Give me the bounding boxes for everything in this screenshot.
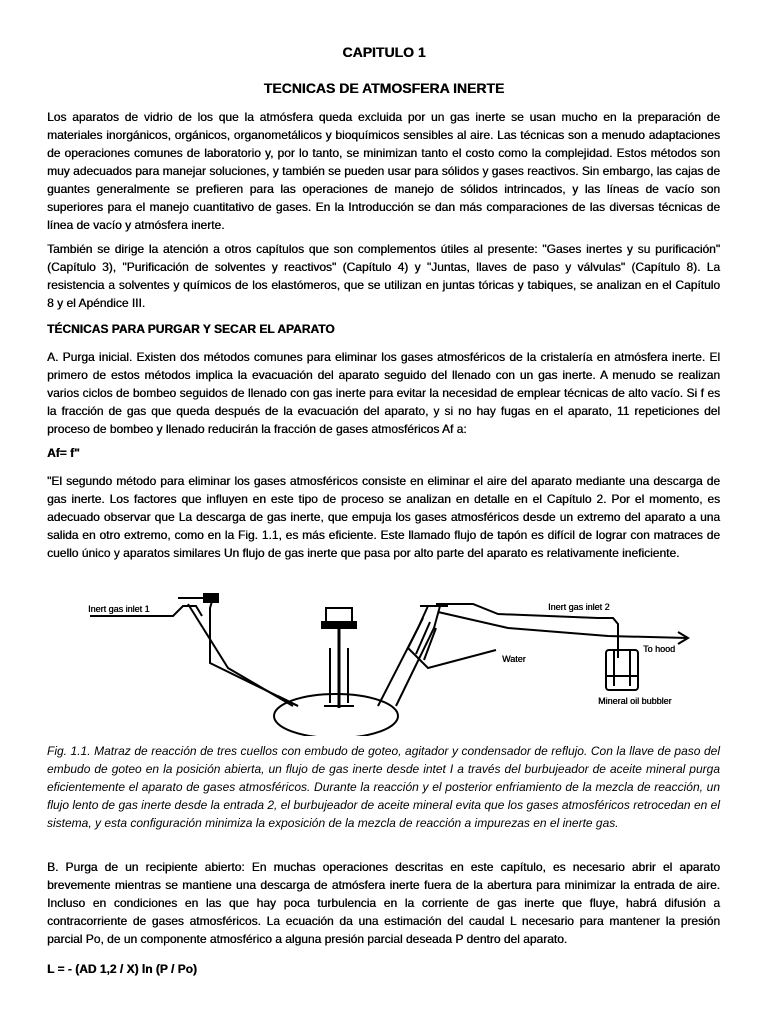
stirrer-motor [322,622,356,628]
figure-caption: Fig. 1.1. Matraz de reacción de tres cuellos con embudo de goteo, agitador y condensador de reflujo. Con la llave de paso del embudo de goteo en la posición abierta, un flujo de gas inerte desde intet I a través del burbujeador de aceite mineral purga eficientemente el aparato de gases atmosféricos. Durante la reacción y el posterior enfriamiento de la mezcla de reacción, un flujo lento de gas inerte desde la entrada 2, el burbujeador de aceite mineral evita que los gases atmosféricos retrocedan en el sistema, y esta configuración minimiza la exposición de la mezcla de reacción a impurezas en el inerte gas. [47,744,720,830]
paragraph-open-vessel: B. Purga de un recipiente abierto: En muchas operaciones descritas en este capítulo, es necesario abrir el aparato brevemente mientras se mantiene una descarga de atmósfera inerte fuera de la abertura para minimizar la entrada de aire. Incluso en condiciones en las que hay poca turbulencia en la corriente de gas inerte que fluye, habrá difusión a contracorriente de gases atmosféricos. La ecuación da una estimación del caudal L necesario para mantener la presión parcial Po, de un componente atmosférico a alguna presión parcial deseada P dentro del aparato. [47,860,720,946]
paragraph-initial-purge: A. Purga inicial. Existen dos métodos comunes para eliminar los gases atmosféricos de la cristalería en atmósfera inerte. El primero de estos métodos implica la evacuación del aparato seguido del llenado con un gas inerte. A menudo se realizan varios ciclos de bombeo seguidos de llenado con gas inerte para evitar la necesidad de emplear técnicas de alto vacío. Si f es la fracción de gas que queda después de la evacuación del aparato, y si no hay fugas en el aparato, 11 repeticiones del proceso de bombeo y llenado reducirán la fracción de gases atmosféricos Af a: [47,350,720,436]
equation-flow-rate: L = - (AD 1,2 / X) ln (P / Po) [47,962,197,976]
three-neck-flask-diagram [78,588,690,736]
dropping-funnel [178,598,298,706]
equation-af: Af= f" [47,446,80,460]
label-to-hood: To hood [643,644,676,654]
paragraph-intro: Los aparatos de vidrio de los que la atmósfera queda excluida por un gas inerte se usan mucho en la preparación de materiales inorgánicos, orgánicos, organometálicos y bioquímicos sensibles al aire. Las técnicas son a menudo adaptaciones de operaciones comunes de laboratorio y, por lo tanto, se minimizan tanto el costo como la complejidad. Estos métodos son muy adecuados para manejar soluciones, y también se pueden usar para sólidos y gases reactivos. Sin embargo, las cajas de guantes generalmente se prefieren para las operaciones de manejo de sólidos intrincados, y las líneas de vacío son superiores para el manejo cuantitativo de gases. En la Introducción se dan más comparaciones de las diversas técnicas de línea de vacío y atmósfera inerte. [47,110,720,232]
apparatus-figure [78,588,690,736]
paragraph-second-method: "El segundo método para eliminar los gases atmosféricos consiste en eliminar el aire del aparato mediante una descarga de gas inerte. Los factores que influyen en este tipo de proceso se analizan en detalle en el Capítulo 2. Por el momento, es adecuado observar que La descarga de gas inerte, que empuja los gases atmosféricos desde un extremo del aparato a una salida en otro extremo, como en la Fig. 1.1, es más eficiente. Este llamado flujo de tapón es difícil de lograr con matraces de cuello único y aparatos similares Un flujo de gas inerte que pasa por alto parte del aparato es relativamente ineficiente. [47,474,720,560]
label-bubbler: Mineral oil bubbler [598,696,672,706]
reaction-flask [274,694,398,736]
label-inlet-2: Inert gas inlet 2 [548,602,610,612]
label-water: Water [502,654,526,664]
page-title: TECNICAS DE ATMOSFERA INERTE [263,80,505,96]
water-tube [408,648,496,668]
paragraph-related-chapters: También se dirige la atención a otros capítulos que son complementos útiles al presente: "Gases inertes y su purificación" (Capítulo 3), "Purificación de solventes y reactivos" (Capítulo 4) y "Juntas, llaves de paso y válvulas" (Capítulo 8). La resistencia a solventes y químicos de los elastómeros, que se utilizan en juntas tóricas y tabiques, se analizan en el Capítulo 8 y el Apéndice III. [47,242,720,310]
mineral-oil-bubbler [606,650,638,690]
section-heading-purge: TÉCNICAS PARA PURGAR Y SECAR EL APARATO [47,322,335,336]
label-inlet-1: Inert gas inlet 1 [88,604,150,614]
reflux-condenser [378,606,440,706]
chapter-heading: CAPITULO 1 [342,44,426,60]
